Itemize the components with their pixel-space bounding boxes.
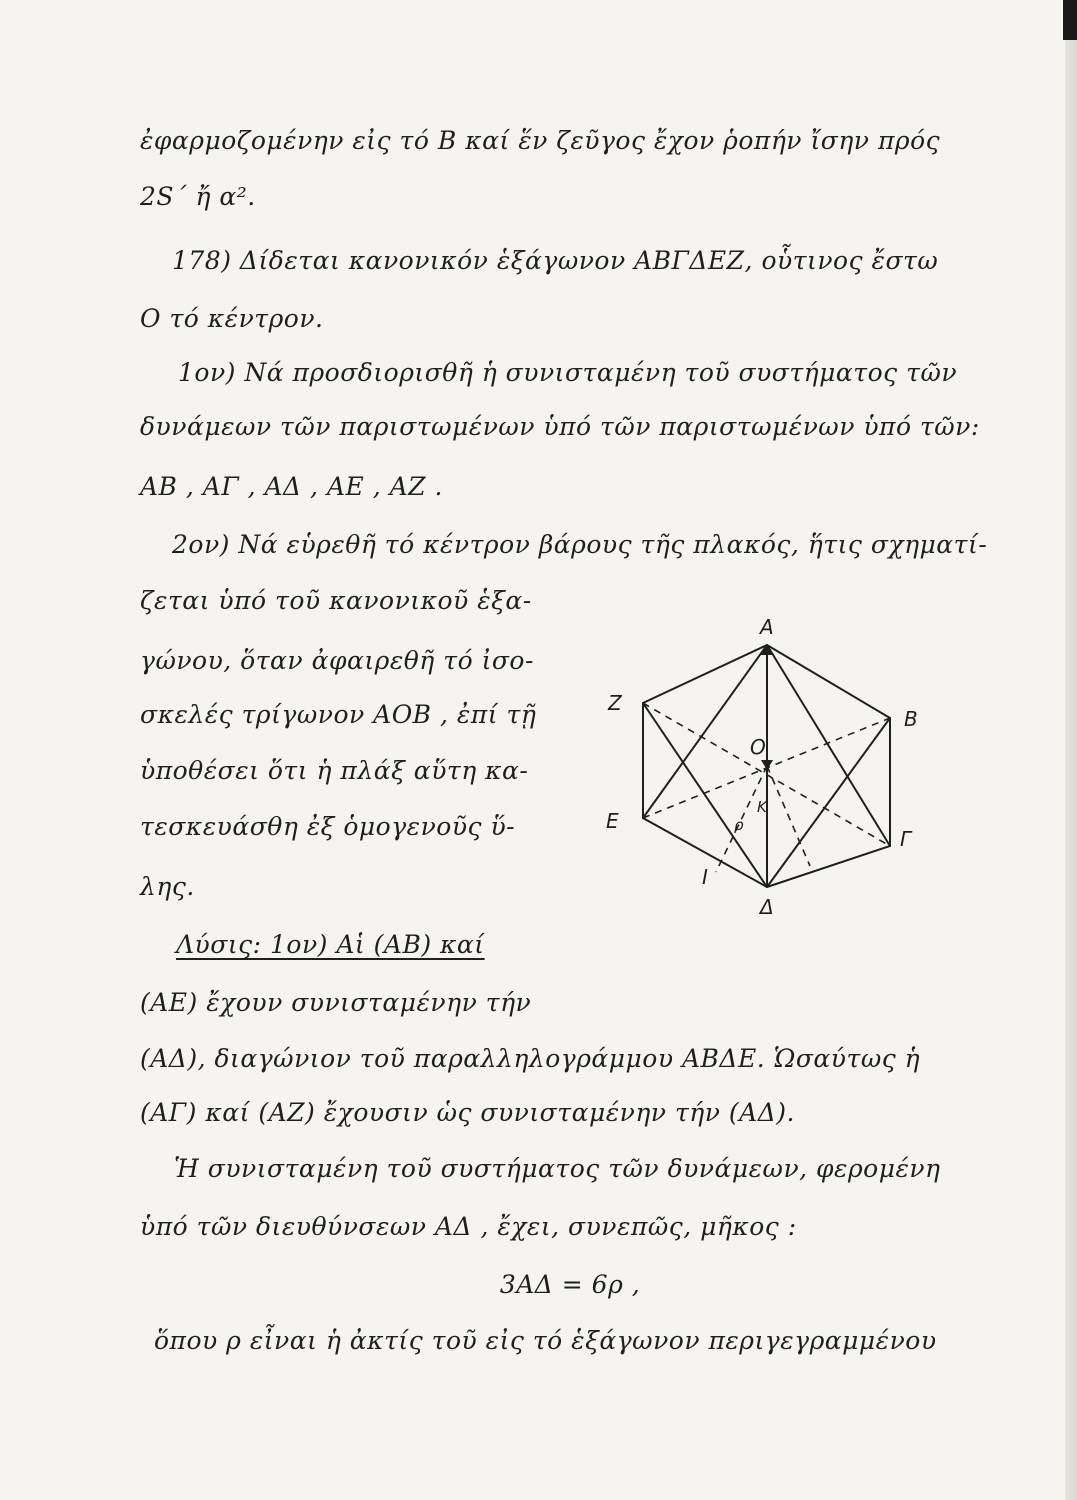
text-line-20: ὑπό τῶν διευθύνσεων ΑΔ , ἔχει, συνεπῶς, μῆκος :: [140, 1212, 797, 1241]
label-K: Κ: [757, 798, 767, 816]
text-line-5: 1ον) Νά προσδιορισθῆ ἡ συνισταμένη τοῦ συστήματος τῶν: [178, 358, 958, 387]
text-line-22: ὅπου ρ εἶναι ἡ ἀκτίς τοῦ εἰς τό ἑξάγωνον περιγεγραμμένου: [154, 1326, 937, 1355]
label-r: ρ: [734, 816, 744, 834]
solution-heading-line: Λύσις: 1ον) Αἱ (ΑΒ) καί: [176, 930, 485, 959]
text-line-6: δυνάμεων τῶν παριστωμένων ὑπό τῶν παριστωμένων ὑπό τῶν:: [140, 412, 980, 441]
text-line-1: ἐφαρμοζομένην εἰς τό Β καί ἕν ζεῦγος ἔχον ῥοπήν ἴσην πρός: [140, 126, 941, 155]
text-line-19: Ἡ συνισταμένη τοῦ συστήματος τῶν δυνάμεων, φερομένη: [174, 1154, 941, 1183]
label-E: Ε: [606, 809, 619, 833]
label-B: Β: [904, 707, 918, 731]
text-line-17: (ΑΔ), διαγώνιον τοῦ παραλληλογράμμου ΑΒΔΕ. Ὡσαύτως ἡ: [140, 1044, 921, 1073]
text-line-10: γώνου, ὅταν ἀφαιρεθῆ τό ἰσο-: [140, 646, 534, 675]
text-line-3: 178) Δίδεται κανονικόν ἑξάγωνον ΑΒΓΔΕΖ, οὗτινος ἔστω: [172, 246, 939, 275]
label-I: Ι: [702, 865, 708, 889]
text-line-13: τεσκευάσθη ἐξ ὁμογενοῦς ὕ-: [140, 812, 516, 841]
text-line-7: ΑΒ , ΑΓ , ΑΔ , ΑΕ , ΑΖ .: [140, 472, 443, 501]
label-D: Δ: [760, 895, 774, 919]
text-line-18: (ΑΓ) καί (ΑΖ) ἔχουσιν ὡς συνισταμένην τήν (ΑΔ).: [140, 1098, 795, 1127]
label-A: Α: [760, 615, 774, 639]
text-line-2: 2S΄ ἤ α².: [140, 182, 256, 211]
formula-line: 3ΑΔ = 6ρ ,: [499, 1270, 641, 1299]
text-line-9: ζεται ὑπό τοῦ κανονικοῦ ἑξα-: [140, 586, 532, 615]
text-line-12: ὑποθέσει ὅτι ἡ πλάξ αὕτη κα-: [140, 756, 529, 785]
label-O: Ο: [750, 735, 766, 759]
text-line-16: (ΑΕ) ἔχουν συνισταμένην τήν: [140, 988, 532, 1017]
text-line-8: 2ον) Νά εὑρεθῆ τό κέντρον βάρους τῆς πλακός, ἥτις σχηματί-: [172, 530, 988, 559]
text-line-14: λης.: [140, 872, 195, 901]
text-line-11: σκελές τρίγωνον ΑΟΒ , ἐπί τῇ: [140, 700, 537, 729]
label-Z: Ζ: [608, 691, 622, 715]
text-line-4: Ο τό κέντρον.: [140, 304, 324, 333]
label-G: Γ: [900, 827, 912, 851]
